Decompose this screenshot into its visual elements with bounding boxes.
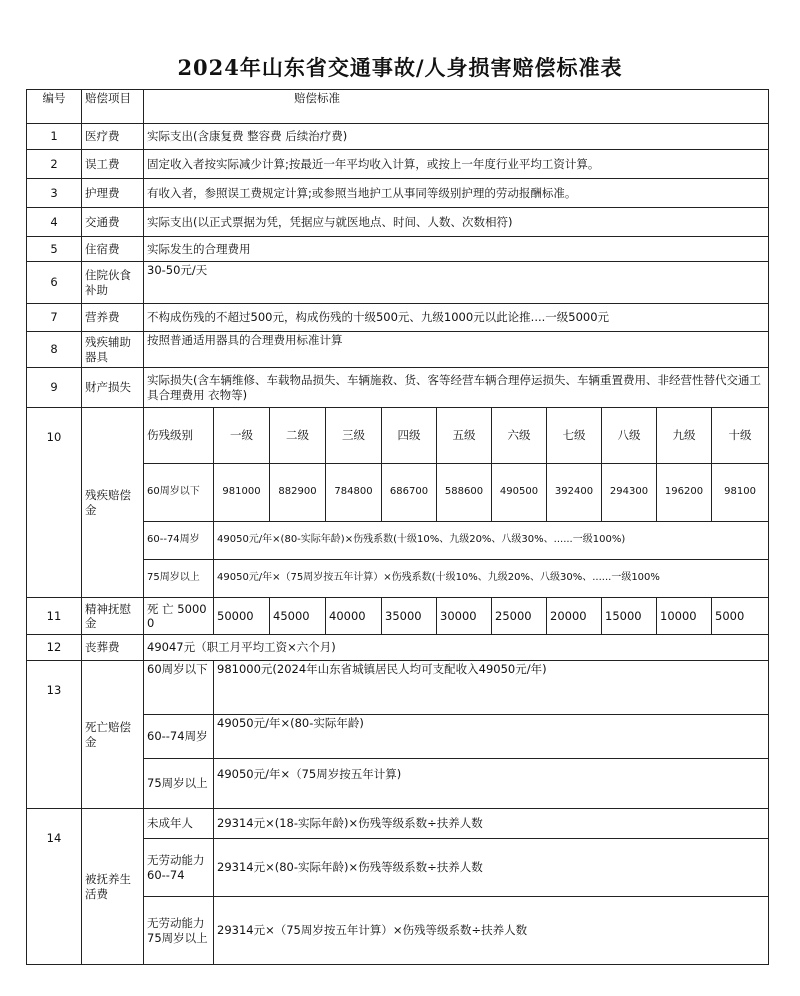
row-standard: 981000元(2024年山东省城镇居民人均可支配收入49050元/年) [214, 661, 769, 715]
row-no: 11 [27, 598, 82, 635]
amount-cell: 196200 [657, 464, 712, 522]
row-standard: 实际支出(以正式票据为凭，凭据应与就医地点、时间、人数、次数相符) [144, 208, 769, 237]
row-standard: 30-50元/天 [144, 262, 769, 304]
amount-cell: 30000 [437, 598, 492, 635]
age-label: 60周岁以下 [144, 464, 214, 522]
age-label: 60--74周岁 [144, 522, 214, 560]
table-row [27, 368, 769, 408]
header-standard: 赔偿标准 [144, 90, 769, 124]
row-no: 4 [27, 208, 82, 237]
grade-cell: 五级 [437, 408, 492, 464]
amount-cell: 392400 [547, 464, 602, 522]
row-standard: 固定收入者按实际减少计算;按最近一年平均收入计算，或按上一年度行业平均工资计算。 [144, 150, 769, 179]
row-standard: 按照普通适用器具的合理费用标准计算 [144, 332, 769, 368]
compensation-table [26, 89, 769, 965]
header-row [27, 90, 769, 124]
table-row [27, 332, 769, 368]
age-label: 未成年人 [144, 809, 214, 839]
amount-cell: 50000 [214, 598, 270, 635]
row-no: 13 [27, 661, 82, 809]
table-row [27, 124, 769, 150]
age-label: 60周岁以下 [144, 661, 214, 715]
amount-cell: 40000 [326, 598, 382, 635]
table-row [27, 237, 769, 262]
row-standard: 实际损失(含车辆维修、车载物品损失、车辆施救、货、客等经营车辆合理停运损失、车辆重置费用、非经营性替代交通工具合理费用 衣物等) [144, 368, 769, 408]
grade-cell: 七级 [547, 408, 602, 464]
funeral-row [27, 635, 769, 661]
row-item: 医疗费 [82, 124, 144, 150]
row-standard: 29314元×(80-实际年龄)×伤残等级系数÷扶养人数 [214, 839, 769, 897]
table-row [27, 179, 769, 208]
row-standard: 实际支出(含康复费 整容费 后续治疗费) [144, 124, 769, 150]
amount-cell: 20000 [547, 598, 602, 635]
table-row [27, 150, 769, 179]
row-no: 7 [27, 304, 82, 332]
grade-cell: 六级 [492, 408, 547, 464]
amount-cell: 784800 [326, 464, 382, 522]
grade-cell: 一级 [214, 408, 270, 464]
formula-cell: 49050元/年×（75周岁按五年计算）×伤残系数(十级10%、九级20%、八级30%、......一级100% [214, 560, 769, 598]
row-item: 被抚养生活费 [82, 809, 144, 965]
row-standard: 不构成伤残的不超过500元，构成伤残的十级500元、九级1000元以此论推....一级5000元 [144, 304, 769, 332]
grade-label: 伤残级别 [144, 408, 214, 464]
amount-cell: 490500 [492, 464, 547, 522]
amount-cell: 5000 [712, 598, 769, 635]
row-item: 残疾赔偿金 [82, 408, 144, 598]
grade-cell: 二级 [270, 408, 326, 464]
disability-grade-row [27, 408, 769, 464]
amount-cell: 98100 [712, 464, 769, 522]
row-standard: 49050元/年×(80-实际年龄) [214, 715, 769, 759]
amount-cell: 10000 [657, 598, 712, 635]
row-item: 营养费 [82, 304, 144, 332]
row-no: 3 [27, 179, 82, 208]
row-no: 10 [27, 408, 82, 598]
row-standard: 29314元×（75周岁按五年计算）×伤残等级系数÷扶养人数 [214, 897, 769, 965]
row-item: 精神抚慰金 [82, 598, 144, 635]
table-row [27, 208, 769, 237]
table-row [27, 304, 769, 332]
grade-cell: 八级 [602, 408, 657, 464]
row-item: 住院伙食补助 [82, 262, 144, 304]
row-no: 2 [27, 150, 82, 179]
row-item: 丧葬费 [82, 635, 144, 661]
amount-cell: 15000 [602, 598, 657, 635]
amount-cell: 981000 [214, 464, 270, 522]
row-standard: 有收入者，参照误工费规定计算;或参照当地护工从事同等级别护理的劳动报酬标准。 [144, 179, 769, 208]
age-label: 无劳动能力 60--74 [144, 839, 214, 897]
row-no: 5 [27, 237, 82, 262]
amount-cell: 882900 [270, 464, 326, 522]
row-item: 财产损失 [82, 368, 144, 408]
dependent-row [27, 809, 769, 839]
age-label: 75周岁以上 [144, 560, 214, 598]
amount-cell: 25000 [492, 598, 547, 635]
death-label: 死 亡 50000 [144, 598, 214, 635]
row-item: 死亡赔偿金 [82, 661, 144, 809]
grade-cell: 九级 [657, 408, 712, 464]
grade-cell: 四级 [382, 408, 437, 464]
row-standard: 29314元×(18-实际年龄)×伤残等级系数÷扶养人数 [214, 809, 769, 839]
grade-cell: 十级 [712, 408, 769, 464]
amount-cell: 588600 [437, 464, 492, 522]
row-item: 护理费 [82, 179, 144, 208]
header-no: 编号 [27, 90, 82, 124]
amount-cell: 45000 [270, 598, 326, 635]
row-item: 误工费 [82, 150, 144, 179]
formula-cell: 49050元/年×(80-实际年龄)×伤残系数(十级10%、九级20%、八级30%、......一级100%) [214, 522, 769, 560]
row-standard: 49050元/年×（75周岁按五年计算) [214, 759, 769, 809]
row-no: 6 [27, 262, 82, 304]
page-title: 2024年山东省交通事故/人身损害赔偿标准表 [177, 55, 623, 80]
row-no: 14 [27, 809, 82, 965]
age-label: 75周岁以上 [144, 759, 214, 809]
row-no: 9 [27, 368, 82, 408]
amount-cell: 294300 [602, 464, 657, 522]
amount-cell: 686700 [382, 464, 437, 522]
row-item: 残疾辅助器具 [82, 332, 144, 368]
death-row [27, 661, 769, 715]
mental-row [27, 598, 769, 635]
table-row [27, 262, 769, 304]
row-no: 1 [27, 124, 82, 150]
age-label: 60--74周岁 [144, 715, 214, 759]
row-standard: 实际发生的合理费用 [144, 237, 769, 262]
grade-cell: 三级 [326, 408, 382, 464]
row-item: 交通费 [82, 208, 144, 237]
age-label: 无劳动能力75周岁以上 [144, 897, 214, 965]
row-no: 8 [27, 332, 82, 368]
row-standard: 49047元（职工月平均工资×六个月) [144, 635, 769, 661]
row-item: 住宿费 [82, 237, 144, 262]
row-no: 12 [27, 635, 82, 661]
amount-cell: 35000 [382, 598, 437, 635]
header-item: 赔偿项目 [82, 90, 144, 124]
